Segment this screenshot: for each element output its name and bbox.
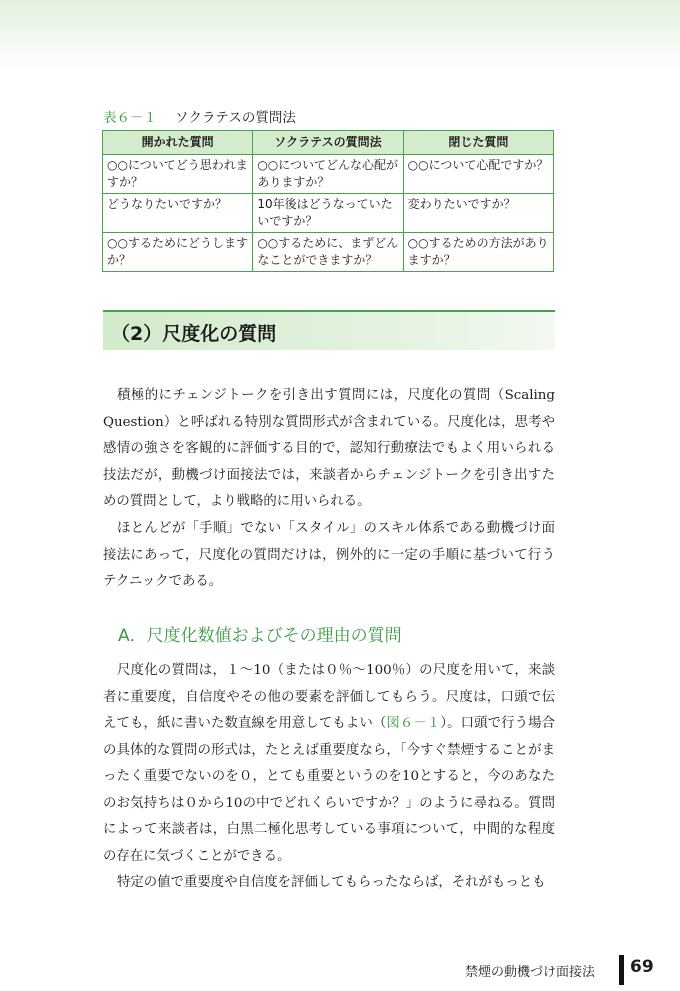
footer-divider	[619, 955, 624, 985]
subsection-heading: A．尺度化数値およびその理由の質問	[118, 626, 402, 646]
table-title: ソクラテスの質問法	[175, 110, 296, 126]
section-title: （2）尺度化の質問	[111, 323, 277, 345]
section-heading	[103, 310, 555, 350]
running-footer-title: 禁煙の動機づけ面接法	[465, 965, 596, 980]
paragraph-style-note: ほとんどが「手順」でない「スタイル」のスキル体系である動機づけ面接法にあって，尺度化の質問だけは，例外的に一定の手順に基づいて行うテクニックである。	[103, 521, 555, 589]
table-cell: ○○するために、まずどんなことができますか？	[253, 233, 403, 272]
table-cell: ○○についてどう思われますか？	[103, 155, 253, 194]
table-number: 表６－１	[103, 110, 157, 126]
table-cell: ○○するためにどうしますか？	[103, 233, 253, 272]
table-header-row	[103, 131, 554, 155]
header-open-question: 開かれた質問	[103, 131, 253, 155]
paragraph-followup: 特定の値で重要度や自信度を評価してもらったならば，それがもっとも	[117, 875, 546, 890]
table-cell: 変わりたいですか？	[403, 194, 553, 233]
header-band	[0, 0, 680, 70]
table-cell: ○○について心配ですか？	[403, 155, 553, 194]
table-row	[103, 233, 554, 272]
page-number: 69	[630, 957, 654, 977]
paragraph-text: ）。口頭で行う場合の具体的な質問の形式は，たとえば重要度なら，「今すぐ禁煙することがまったく重要でないのを０，とても重要というのを10とすると，今のあなたのお気持ちは０から10の中でどれくらいですか？」のように尋ねる。質問によって来談者は，白黒二極化思考している事項について，中間的な程度の存在に気づくことができる。	[103, 716, 556, 864]
table-caption	[103, 106, 296, 126]
table-cell: どうなりたいですか？	[103, 194, 253, 233]
paragraph-intro: 積極的にチェンジトークを引き出す質問には，尺度化の質問（Scaling Question）と呼ばれる特別な質問形式が含まれている。尺度化は，思考や感情の強さを客観的に評価する目的で，認知行動療法でもよく用いられる技法だが，動機づけ面接法では，来談者からチェンジトークを引き出すための質問として，より戦略的に用いられる。	[103, 388, 555, 509]
table-row	[103, 194, 554, 233]
socratic-question-table	[102, 130, 554, 272]
table-cell: ○○するための方法がありますか？	[403, 233, 553, 272]
header-socratic-question: ソクラテスの質問法	[253, 131, 403, 155]
paragraph-text: 尺度化の質問は，１～10（または０％～100％）の尺度を用いて，来談者に重要度，自信度やその他の要素を評価してもらう。尺度は，口頭で伝えても，紙に書いた数直線を用意してもよい（	[103, 663, 555, 731]
table-row	[103, 155, 554, 194]
paragraph-scaling-method	[103, 658, 555, 870]
header-closed-question: 閉じた質問	[403, 131, 553, 155]
figure-reference: 図６－１	[386, 716, 441, 731]
table-cell: 10年後はどうなっていたいですか？	[253, 194, 403, 233]
table-cell: ○○についてどんな心配がありますか？	[253, 155, 403, 194]
